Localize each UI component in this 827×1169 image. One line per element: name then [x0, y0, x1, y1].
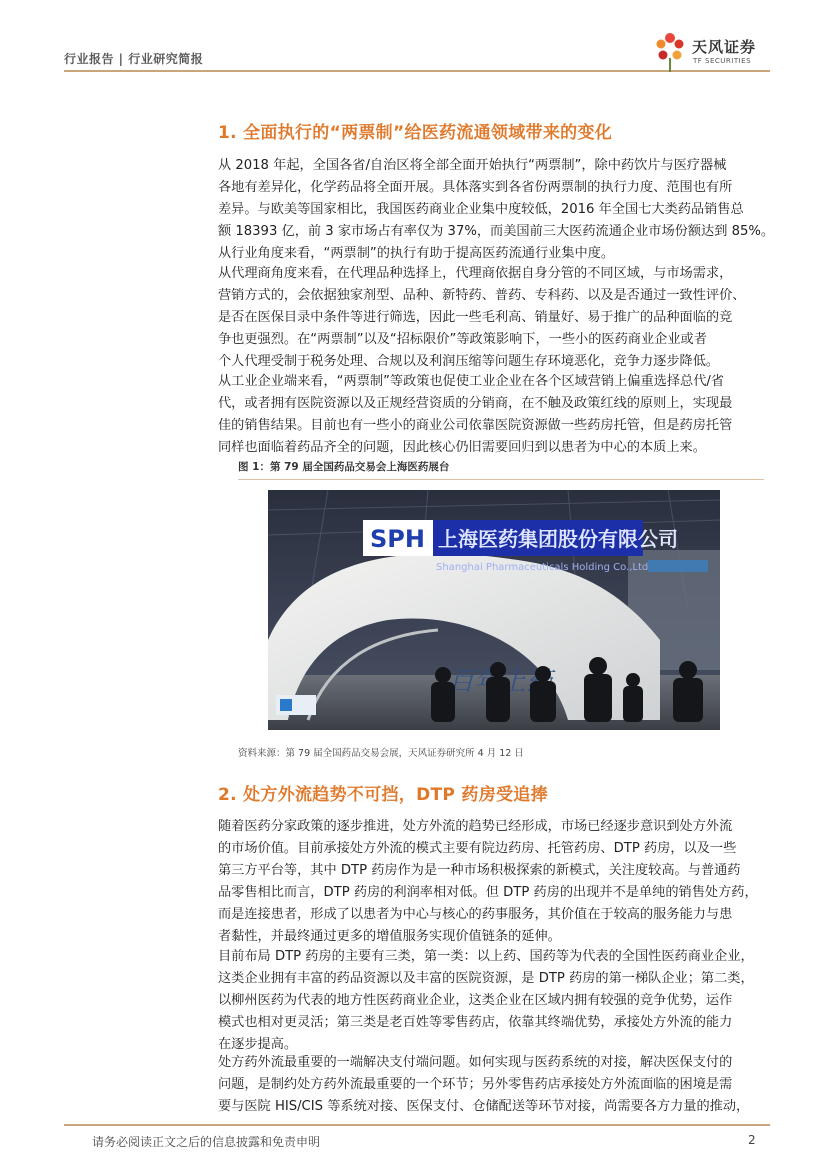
sph-sign-logo: SPH	[370, 525, 425, 553]
text-line: 品零售相比而言，DTP 药房的利润率相对低。但 DTP 药房的出现并不是单纯的销售处方药，	[218, 885, 758, 900]
section-1-paragraph-1	[218, 155, 775, 265]
text-line: 从工业企业端来看，“两票制”等政策也促使工业企业在各个区域营销上偏重选择总代/省	[218, 374, 725, 389]
company-logo	[652, 30, 772, 74]
exhibition-booth-photo	[268, 490, 720, 730]
text-line: 同样也面临着药品齐全的问题，因此核心仍旧需要回归到以患者为中心的本质上来。	[218, 440, 706, 455]
text-line: 从代理商角度来看，在代理品种选择上，代理商依据自身分管的不同区域，与市场需求，	[218, 266, 733, 281]
text-line: 这类企业拥有丰富的药品资源以及丰富的医院资源，是 DTP 药房的第一梯队企业；第二类，	[218, 971, 754, 986]
footer-disclaimer: 请务必阅读正文之后的信息披露和免责申明	[92, 1135, 321, 1149]
text-line: 以柳州医药为代表的地方性医药商业企业，这类企业在区域内拥有较强的竞争优势，运作	[218, 993, 733, 1008]
text-line: 要与医院 HIS/CIS 等系统对接、医保支付、仓储配送等环节对接，尚需要各方力量的推动，	[218, 1099, 750, 1114]
text-line: 在逐步提高。	[218, 1037, 298, 1052]
section-2-paragraph-2	[218, 946, 766, 1056]
report-category: 行业报告 | 行业研究简报	[64, 52, 204, 66]
text-line: 的市场价值。目前承接处方外流的模式主要有院边药房、托管药房、DTP 药房，以及一些	[218, 841, 737, 856]
figure-source: 资料来源：第 79 届全国药品交易会展，天风证券研究所 4 月 12 日	[238, 748, 524, 759]
page-number: 2	[748, 1133, 756, 1147]
section-1-paragraph-2	[218, 263, 766, 373]
footer-divider	[64, 1124, 770, 1126]
section-2-paragraph-3	[218, 1052, 766, 1118]
text-line: 差异。与欧美等国家相比，我国医药商业企业集中度较低，2016 年全国七大类药品销售总	[218, 202, 744, 217]
sph-sign-english: Shanghai Pharmaceuticals Holding Co.,Ltd	[436, 562, 649, 573]
text-line: 而是连接患者，形成了以患者为中心与核心的药事服务，其价值在于较高的服务能力与患	[218, 907, 733, 922]
section-1-heading: 1. 全面执行的“两票制”给医药流通领域带来的变化	[218, 123, 613, 143]
booth-photo-illustration	[268, 490, 720, 730]
text-line: 是否在医保目录中条件等进行筛选，因此一些毛利高、销量好、易于推广的品种面临的竞	[218, 310, 733, 325]
section-2-paragraph-1	[218, 816, 766, 948]
text-line: 者黏性，并最终通过更多的增值服务实现价值链条的延伸。	[218, 929, 561, 944]
text-line: 模式也相对更灵活；第三类是老百姓等零售药店，依靠其终端优势，承接处方外流的能力	[218, 1015, 733, 1030]
logo-english-name: TF SECURITIES	[693, 57, 752, 65]
text-line: 问题，是制约处方药外流最重要的一个环节；另外零售药店承接处方外流面临的困境是需	[218, 1077, 733, 1092]
section-2-heading: 2. 处方外流趋势不可挡，DTP 药房受追捧	[218, 785, 548, 805]
logo-chinese-name: 天风证券	[692, 38, 757, 56]
logo-flower-icon	[652, 30, 688, 74]
text-line: 从行业角度来看，“两票制”的执行有助于提高医药流通行业集中度。	[218, 246, 615, 261]
text-line: 营销方式的，会依据独家剂型、品种、新特药、普药、专科药、以及是否通过一致性评价、	[218, 288, 746, 303]
text-line: 个人代理受制于税务处理、合规以及利润压缩等问题生存环境恶化，竞争力逐步降低。	[218, 354, 720, 369]
text-line: 第三方平台等，其中 DTP 药房作为是一种市场积极探索的新模式，关注度较高。与普通药	[218, 863, 741, 878]
figure-caption: 图 1：第 79 届全国药品交易会上海医药展台	[238, 461, 450, 473]
text-line: 处方药外流最重要的一端解决支付端问题。如何实现与医药系统的对接，解决医保支付的	[218, 1055, 733, 1070]
text-line: 代，或者拥有医院资源以及正规经营资质的分销商，在不触及政策红线的原则上，实现最	[218, 396, 733, 411]
sph-sign-text: 上海医药集团股份有限公司	[438, 527, 678, 551]
text-line: 争也更强烈。在“两票制”以及“招标限价”等政策影响下，一些小的医药商业企业或者	[218, 332, 707, 347]
text-line: 随着医药分家政策的逐步推进，处方外流的趋势已经形成，市场已经逐步意识到处方外流	[218, 819, 733, 834]
figure-caption-divider	[238, 479, 764, 480]
text-line: 佳的销售结果。目前也有一些小的商业公司依靠医院资源做一些药房托管，但是药房托管	[218, 418, 733, 433]
text-line: 额 18393 亿，前 3 家市场占有率仅为 37%，而美国前三大医药流通企业市场份额达到 85%。	[218, 224, 775, 239]
text-line: 各地有差异化，化学药品将全面开展。具体落实到各省份两票制的执行力度、范围也有所	[218, 180, 733, 195]
text-line: 目前布局 DTP 药房的主要有三类，第一类：以上药、国药等为代表的全国性医药商业企业，	[218, 949, 754, 964]
section-1-paragraph-3	[218, 371, 766, 459]
text-line: 从 2018 年起，全国各省/自治区将全部全面开始执行“两票制”，除中药饮片与医疗器械	[218, 158, 727, 173]
